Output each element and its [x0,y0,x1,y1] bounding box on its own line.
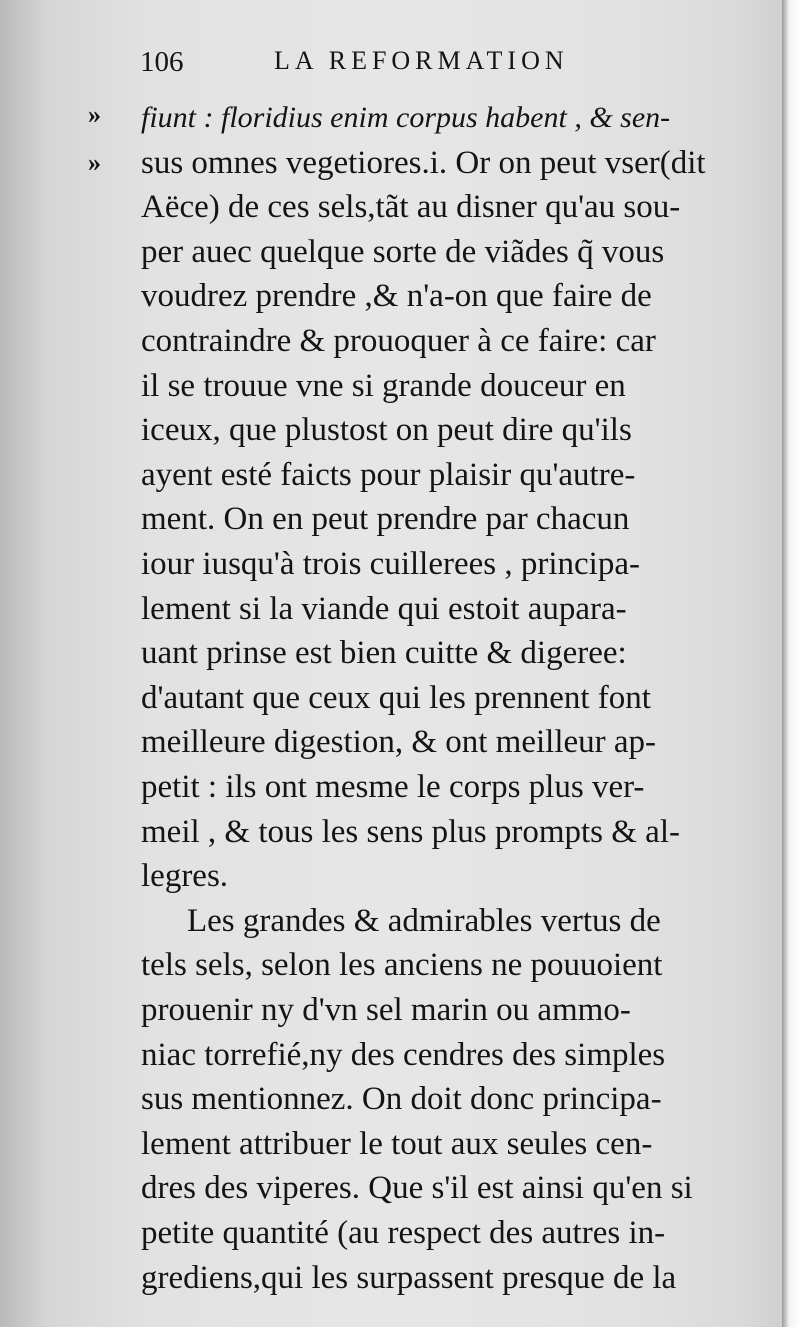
page-number: 106 [140,46,184,78]
text-line: ayent esté faicts pour plaisir qu'autre- [141,456,636,493]
text-line: sus omnes vegetiores.i. Or on peut vser(dit [141,144,706,181]
margin-quote-mark-2: » [88,148,101,177]
text-line: meilleure digestion, & ont meilleur ap- [141,724,657,761]
text-line: grediens,qui les surpassent presque de la [141,1259,677,1296]
text-line: lement attribuer le tout aux seules cen- [141,1125,653,1162]
page-edge [782,0,800,1327]
text-line: iour iusqu'à trois cuillerees , principa- [141,546,640,582]
text-line: ment. On en peut prendre par chacun [141,501,630,538]
margin-quote-mark-1: » [88,100,101,129]
text-line: legres. [141,858,229,895]
text-line: niac torrefié,ny des cendres des simples [141,1036,666,1073]
text-line: il se trouue vne si grande douceur en [141,367,626,404]
text-line: uant prinse est bien cuitte & digeree: [141,635,627,672]
text-line: iceux, que plustost on peut dire qu'ils [141,412,632,449]
text-line: lement si la viande qui estoit aupara- [141,590,627,627]
text-line: Aëce) de ces sels,tãt au disner qu'au sou- [141,189,681,226]
text-line: Les grandes & admirables vertus de [187,902,661,939]
text-line: prouenir ny d'vn sel marin ou ammo- [141,992,631,1028]
text-line: dres des viperes. Que s'il est ainsi qu'en si [141,1170,693,1207]
text-line: petit : ils ont mesme le corps plus ver- [141,769,645,805]
text-line: meil , & tous les sens plus prompts & al- [141,813,680,850]
text-line: tels sels, selon les anciens ne pouuoient [141,947,663,984]
page-header [140,46,740,86]
text-line: voudrez prendre ,& n'a-on que faire de [141,278,652,315]
text-line: per auec quelque sorte de viãdes q̃ vous [141,233,665,270]
text-line: contraindre & prouoquer à ce faire: car [141,323,656,359]
text-line: sus mentionnez. On doit donc principa- [141,1081,662,1118]
text-line: petite quantité (au respect des autres in- [141,1215,666,1251]
running-title: LA REFORMATION [274,46,569,75]
text-line: d'autant que ceux qui les prennent font [141,679,651,716]
text-line: fiunt : floridius enim corpus habent , & sen- [141,101,671,134]
